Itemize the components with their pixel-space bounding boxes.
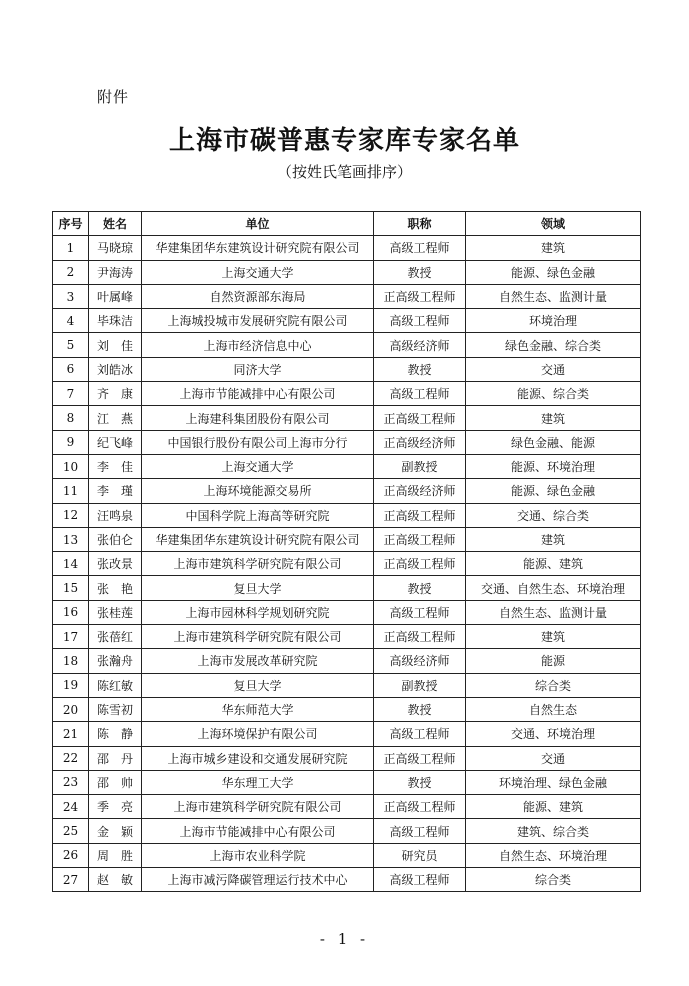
cell-organization: 中国银行股份有限公司上海市分行 [142, 430, 374, 454]
cell-name: 周 胜 [89, 843, 142, 867]
cell-title: 正高级工程师 [374, 552, 466, 576]
cell-organization: 上海交通大学 [142, 454, 374, 478]
cell-field: 环境治理 [466, 309, 641, 333]
cell-name: 李 瑾 [89, 479, 142, 503]
cell-organization: 上海环境保护有限公司 [142, 722, 374, 746]
cell-index: 3 [53, 284, 89, 308]
cell-index: 27 [53, 868, 89, 892]
cell-organization: 华建集团华东建筑设计研究院有限公司 [142, 236, 374, 260]
table-row [53, 309, 641, 333]
cell-organization: 上海市建筑科学研究院有限公司 [142, 552, 374, 576]
table-body [53, 236, 641, 892]
cell-organization: 上海市城乡建设和交通发展研究院 [142, 746, 374, 770]
cell-title: 高级工程师 [374, 309, 466, 333]
cell-name: 尹海涛 [89, 260, 142, 284]
cell-field: 综合类 [466, 868, 641, 892]
cell-title: 高级经济师 [374, 649, 466, 673]
cell-title: 教授 [374, 260, 466, 284]
cell-field: 建筑 [466, 406, 641, 430]
table-row [53, 649, 641, 673]
cell-name: 金 颖 [89, 819, 142, 843]
cell-title: 教授 [374, 357, 466, 381]
cell-index: 14 [53, 552, 89, 576]
table-header-row [53, 212, 641, 236]
cell-index: 15 [53, 576, 89, 600]
cell-organization: 华建集团华东建筑设计研究院有限公司 [142, 527, 374, 551]
cell-index: 8 [53, 406, 89, 430]
cell-field: 能源、绿色金融 [466, 479, 641, 503]
cell-index: 2 [53, 260, 89, 284]
header-organization: 单位 [142, 212, 374, 236]
cell-title: 高级工程师 [374, 722, 466, 746]
cell-field: 建筑 [466, 236, 641, 260]
table-row [53, 819, 641, 843]
cell-name: 纪飞峰 [89, 430, 142, 454]
table-row [53, 843, 641, 867]
cell-name: 陈雪初 [89, 697, 142, 721]
table-row [53, 673, 641, 697]
table-row [53, 479, 641, 503]
cell-name: 刘皓冰 [89, 357, 142, 381]
page-number: - 1 - [319, 930, 370, 948]
table-row [53, 430, 641, 454]
cell-field: 自然生态、监测计量 [466, 600, 641, 624]
cell-index: 22 [53, 746, 89, 770]
cell-index: 1 [53, 236, 89, 260]
cell-organization: 上海建科集团股份有限公司 [142, 406, 374, 430]
document-title: 上海市碳普惠专家库专家名单 [168, 126, 520, 156]
cell-name: 张蓓红 [89, 625, 142, 649]
cell-field: 综合类 [466, 673, 641, 697]
cell-field: 建筑 [466, 527, 641, 551]
table-row [53, 697, 641, 721]
cell-title: 正高级工程师 [374, 795, 466, 819]
table-row [53, 600, 641, 624]
cell-name: 张瀚舟 [89, 649, 142, 673]
document-subtitle: （按姓氏笔画排序） [276, 163, 412, 181]
cell-organization: 同济大学 [142, 357, 374, 381]
cell-organization: 华东师范大学 [142, 697, 374, 721]
cell-title: 高级工程师 [374, 819, 466, 843]
header-index: 序号 [53, 212, 89, 236]
table-row [53, 503, 641, 527]
table-row [53, 552, 641, 576]
cell-index: 5 [53, 333, 89, 357]
cell-field: 建筑 [466, 625, 641, 649]
header-title: 职称 [374, 212, 466, 236]
table-row [53, 795, 641, 819]
cell-index: 9 [53, 430, 89, 454]
cell-field: 环境治理、绿色金融 [466, 770, 641, 794]
cell-name: 齐 康 [89, 382, 142, 406]
table-row [53, 357, 641, 381]
cell-index: 18 [53, 649, 89, 673]
cell-index: 25 [53, 819, 89, 843]
cell-field: 能源、建筑 [466, 552, 641, 576]
cell-index: 26 [53, 843, 89, 867]
cell-organization: 上海市节能减排中心有限公司 [142, 819, 374, 843]
cell-field: 交通 [466, 746, 641, 770]
cell-field: 能源、绿色金融 [466, 260, 641, 284]
cell-field: 交通、环境治理 [466, 722, 641, 746]
cell-field: 能源、综合类 [466, 382, 641, 406]
cell-index: 24 [53, 795, 89, 819]
attachment-label: 附件 [97, 88, 130, 106]
cell-index: 21 [53, 722, 89, 746]
table-row [53, 527, 641, 551]
cell-title: 高级工程师 [374, 236, 466, 260]
table-row [53, 722, 641, 746]
cell-organization: 华东理工大学 [142, 770, 374, 794]
cell-title: 高级经济师 [374, 333, 466, 357]
cell-name: 赵 敏 [89, 868, 142, 892]
cell-field: 自然生态、监测计量 [466, 284, 641, 308]
cell-name: 张改景 [89, 552, 142, 576]
cell-name: 汪鸣泉 [89, 503, 142, 527]
header-name: 姓名 [89, 212, 142, 236]
cell-field: 能源 [466, 649, 641, 673]
cell-field: 自然生态 [466, 697, 641, 721]
cell-index: 20 [53, 697, 89, 721]
table-row [53, 576, 641, 600]
cell-title: 正高级经济师 [374, 430, 466, 454]
cell-organization: 自然资源部东海局 [142, 284, 374, 308]
cell-name: 张伯仑 [89, 527, 142, 551]
cell-index: 10 [53, 454, 89, 478]
cell-name: 马晓琼 [89, 236, 142, 260]
cell-organization: 上海市经济信息中心 [142, 333, 374, 357]
cell-name: 叶属峰 [89, 284, 142, 308]
cell-organization: 上海市减污降碳管理运行技术中心 [142, 868, 374, 892]
cell-index: 23 [53, 770, 89, 794]
cell-title: 高级工程师 [374, 600, 466, 624]
cell-organization: 上海市节能减排中心有限公司 [142, 382, 374, 406]
cell-title: 副教授 [374, 673, 466, 697]
cell-field: 交通 [466, 357, 641, 381]
cell-field: 绿色金融、能源 [466, 430, 641, 454]
cell-organization: 上海市农业科学院 [142, 843, 374, 867]
cell-organization: 上海市园林科学规划研究院 [142, 600, 374, 624]
table-row [53, 382, 641, 406]
header-field: 领域 [466, 212, 641, 236]
cell-index: 4 [53, 309, 89, 333]
table-row [53, 333, 641, 357]
cell-index: 16 [53, 600, 89, 624]
cell-title: 研究员 [374, 843, 466, 867]
cell-title: 副教授 [374, 454, 466, 478]
cell-name: 江 燕 [89, 406, 142, 430]
cell-name: 邵 帅 [89, 770, 142, 794]
cell-field: 交通、自然生态、环境治理 [466, 576, 641, 600]
cell-field: 建筑、综合类 [466, 819, 641, 843]
cell-index: 11 [53, 479, 89, 503]
cell-title: 正高级工程师 [374, 406, 466, 430]
cell-index: 7 [53, 382, 89, 406]
cell-name: 毕珠洁 [89, 309, 142, 333]
cell-field: 能源、建筑 [466, 795, 641, 819]
cell-title: 正高级工程师 [374, 746, 466, 770]
cell-title: 正高级工程师 [374, 527, 466, 551]
cell-title: 教授 [374, 770, 466, 794]
cell-title: 正高级工程师 [374, 503, 466, 527]
cell-field: 交通、综合类 [466, 503, 641, 527]
cell-organization: 上海市发展改革研究院 [142, 649, 374, 673]
cell-organization: 上海城投城市发展研究院有限公司 [142, 309, 374, 333]
cell-name: 刘 佳 [89, 333, 142, 357]
cell-title: 高级工程师 [374, 382, 466, 406]
table-row [53, 284, 641, 308]
cell-organization: 复旦大学 [142, 673, 374, 697]
cell-title: 教授 [374, 697, 466, 721]
cell-index: 19 [53, 673, 89, 697]
table-row [53, 454, 641, 478]
cell-organization: 上海市建筑科学研究院有限公司 [142, 795, 374, 819]
cell-title: 高级工程师 [374, 868, 466, 892]
cell-name: 陈红敏 [89, 673, 142, 697]
table-row [53, 746, 641, 770]
cell-organization: 上海交通大学 [142, 260, 374, 284]
cell-name: 张 艳 [89, 576, 142, 600]
cell-index: 13 [53, 527, 89, 551]
table-row [53, 236, 641, 260]
cell-index: 17 [53, 625, 89, 649]
table-row [53, 868, 641, 892]
cell-title: 教授 [374, 576, 466, 600]
cell-field: 自然生态、环境治理 [466, 843, 641, 867]
table-row [53, 625, 641, 649]
cell-name: 李 佳 [89, 454, 142, 478]
cell-name: 张桂莲 [89, 600, 142, 624]
table-row [53, 770, 641, 794]
cell-organization: 上海市建筑科学研究院有限公司 [142, 625, 374, 649]
expert-table [52, 211, 641, 892]
cell-name: 陈 静 [89, 722, 142, 746]
table-row [53, 406, 641, 430]
cell-organization: 中国科学院上海高等研究院 [142, 503, 374, 527]
cell-title: 正高级工程师 [374, 284, 466, 308]
cell-field: 绿色金融、综合类 [466, 333, 641, 357]
cell-index: 12 [53, 503, 89, 527]
cell-field: 能源、环境治理 [466, 454, 641, 478]
cell-organization: 上海环境能源交易所 [142, 479, 374, 503]
cell-title: 正高级工程师 [374, 625, 466, 649]
cell-name: 邵 丹 [89, 746, 142, 770]
cell-index: 6 [53, 357, 89, 381]
table-row [53, 260, 641, 284]
cell-organization: 复旦大学 [142, 576, 374, 600]
cell-title: 正高级经济师 [374, 479, 466, 503]
cell-name: 季 亮 [89, 795, 142, 819]
